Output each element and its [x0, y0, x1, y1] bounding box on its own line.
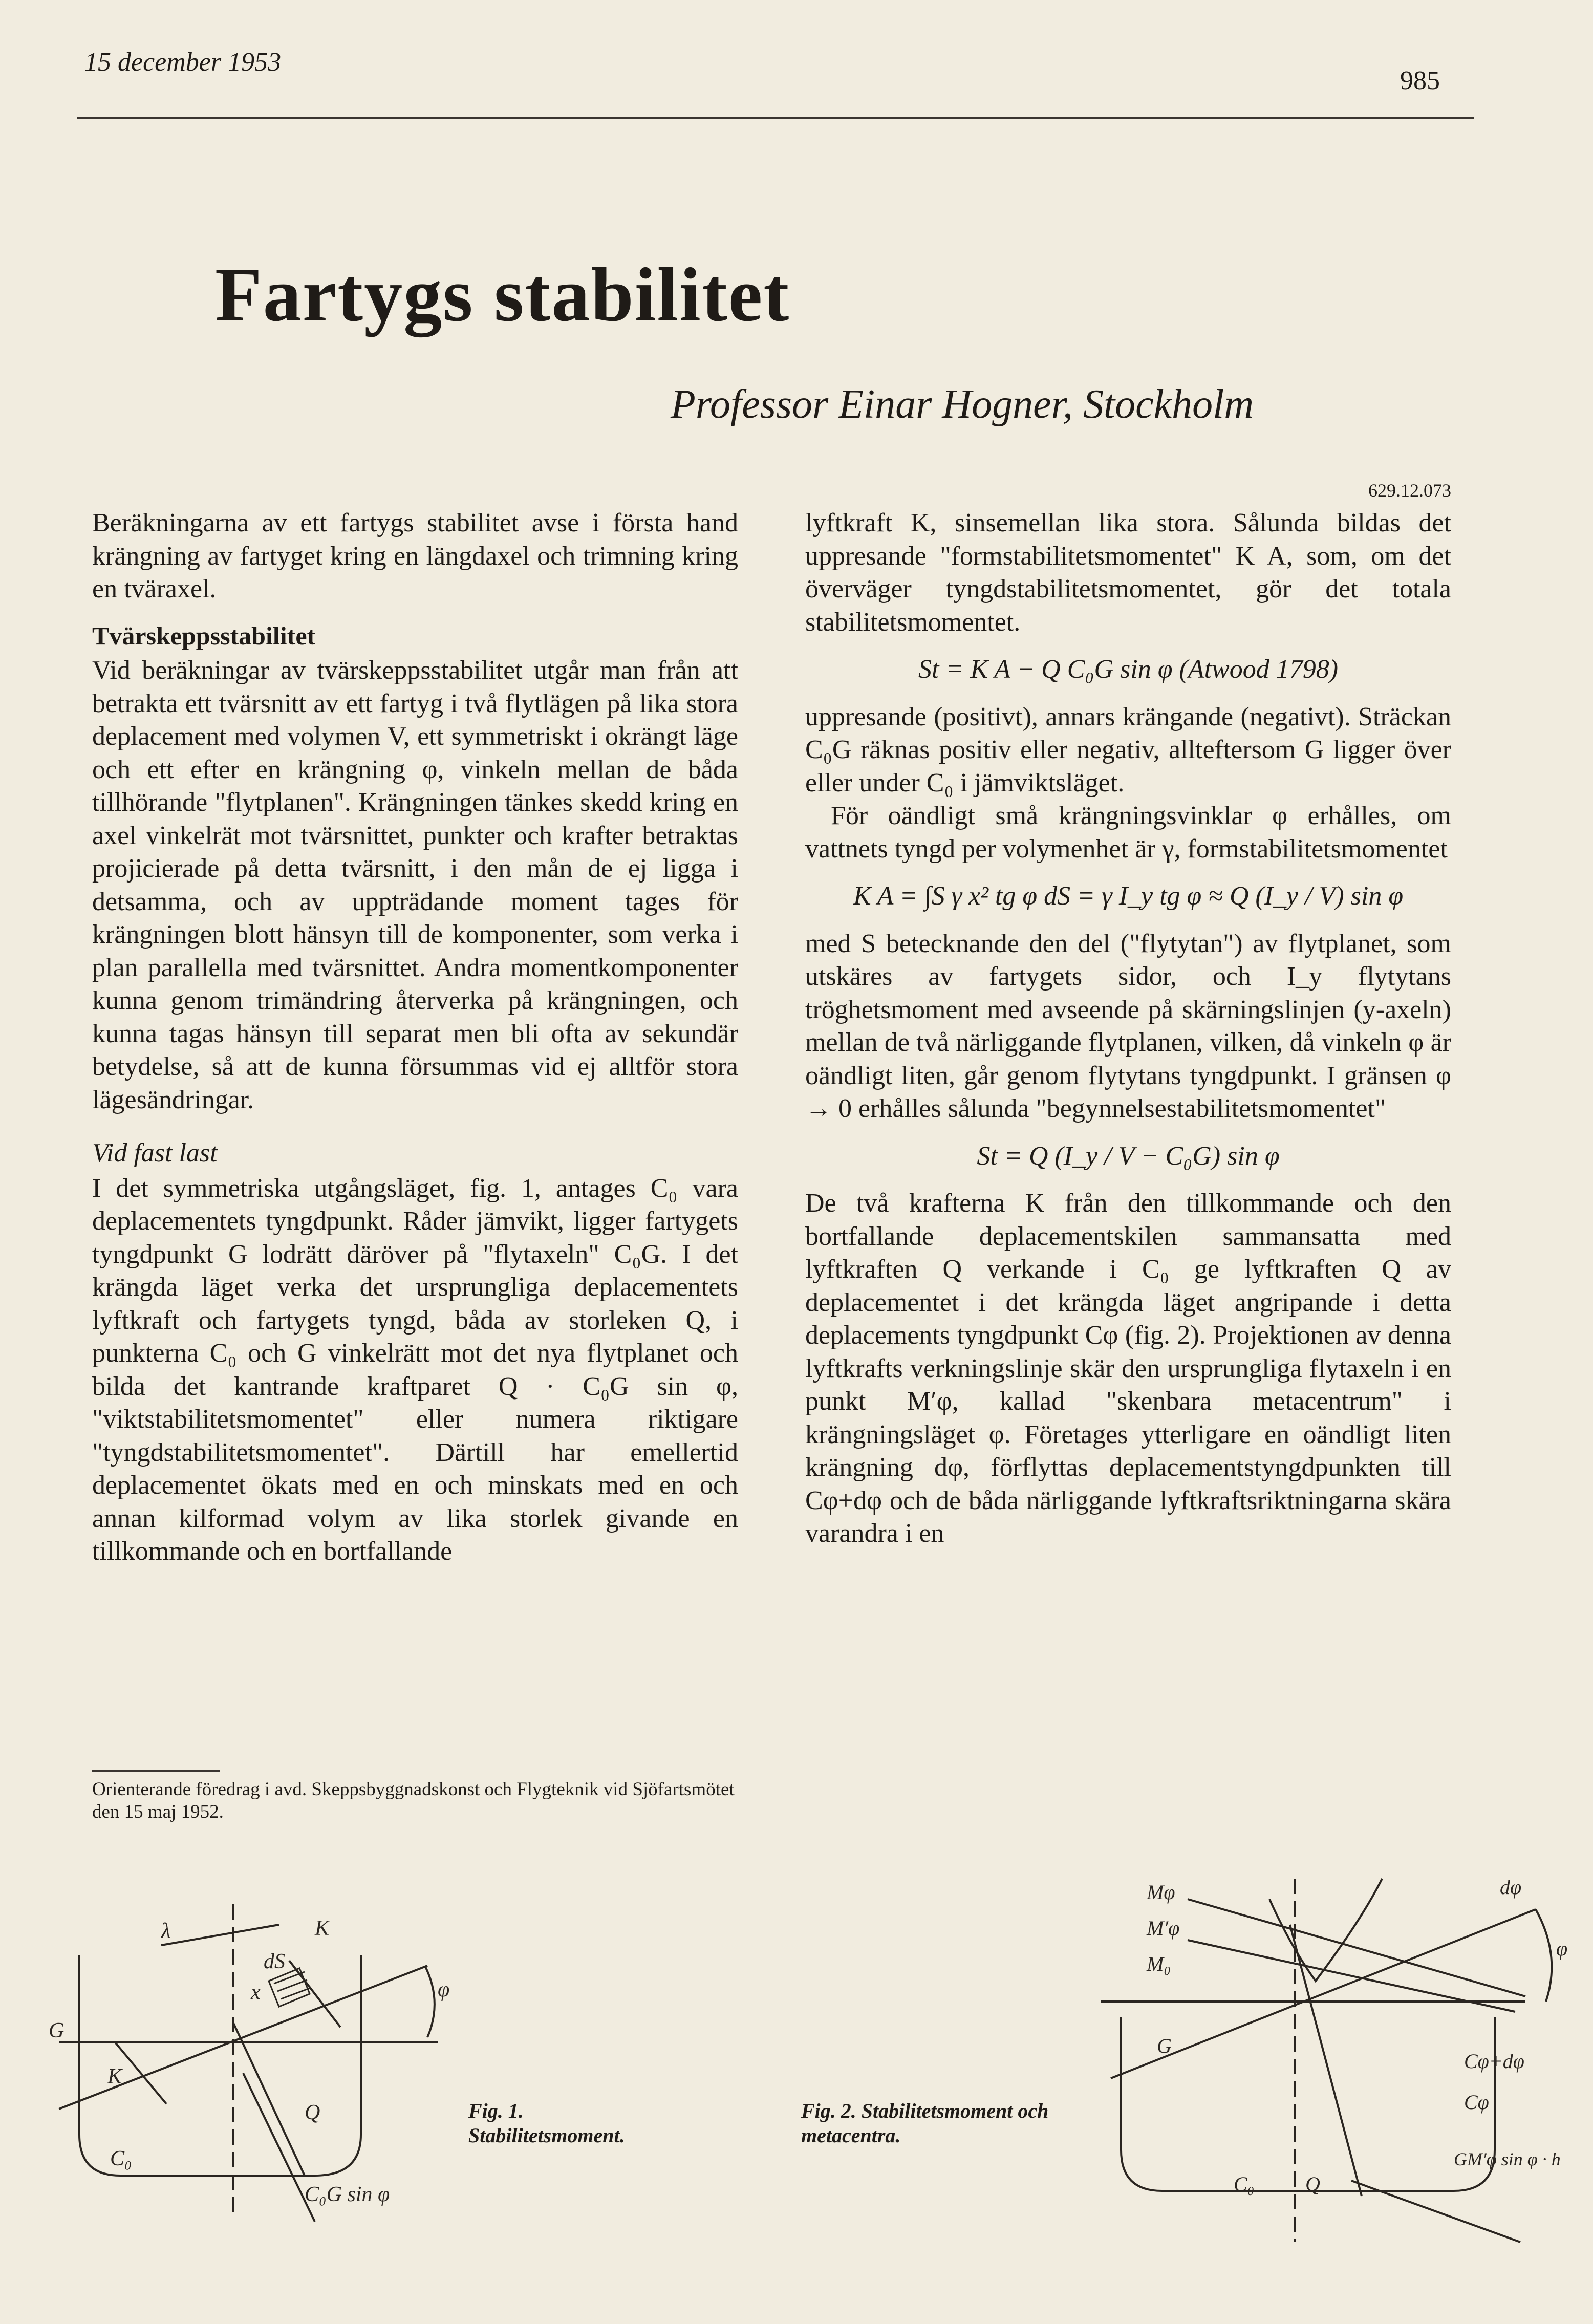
- metacentre-line-1: [1188, 1899, 1525, 1996]
- weight-line: [243, 2073, 315, 2222]
- fig1-label-dS: dS: [264, 1950, 285, 1973]
- body-paragraph: De två krafterna K från den tillkommande och den bortfallande deplacementskilen sammansatta med lyftkraften Q verkande i C₀ ge lyftkraften Q av deplacementet i det krängda läget angripande i detta deplacements tyngdpunkt Cφ (fig. 2). Projektionen av denna lyftkrafts verkningslinje skär den ursprungliga flytaxeln i en punkt M′φ, kallad "skenbara metacentrum" i krängningsläget φ. Företages ytterligare en oändligt liten krängning dφ, förflyttas deplacementstyngdpunkten till Cφ+dφ och de båda närliggande lyftkraftsriktningarna skära varandra i en: [805, 1189, 1451, 1548]
- udc-classification: 629.12.073: [1368, 480, 1451, 501]
- body-paragraph: lyftkraft K, sinsemellan lika stora. Sålunda bildas det uppresande "formstabilitetsmomentet" K A, som, om det överväger tyngdstabilitetsmomentet, gör det totala stabilitetsmomentet.: [805, 508, 1451, 637]
- fig2-label-M0: M₀: [1147, 1952, 1171, 1975]
- equation-atwood: St = K A − Q C₀G sin φ (Atwood 1798): [918, 655, 1339, 684]
- fig2-label-d-phi: dφ: [1500, 1876, 1522, 1899]
- author-byline: Professor Einar Hogner, Stockholm: [671, 382, 1254, 427]
- fig1-label-lambda: λ: [161, 1919, 171, 1943]
- fig2-label-M-phi: Mφ: [1147, 1881, 1175, 1904]
- wedge-hatch: [269, 1968, 310, 2007]
- evolute-curve: [1269, 1879, 1382, 1981]
- subsection-heading: Vid fast last: [92, 1138, 218, 1168]
- phi-arc: [425, 1966, 435, 2037]
- section-heading: Tvärskeppsstabilitet: [92, 621, 316, 650]
- footnote-rule: [92, 1770, 220, 1772]
- figure-2-caption: Fig. 2. Stabilitetsmoment och metacentra.: [801, 2099, 1049, 2147]
- fig1-label-phi: φ: [438, 1978, 450, 2002]
- fig2-label-Q: Q: [1305, 2172, 1320, 2196]
- buoyancy-line: [1290, 1925, 1362, 2196]
- body-paragraph: Vid beräkningar av tvärskeppsstabilitet utgår man från att betrakta ett tvärsnitt av ett fartyg i två flytlägen på lika stora deplacement med volymen V, ett symmetriskt i okrängt läge och ett efter en krängning φ, vinkeln mellan de båda tillhörande "flytplanen". Krängningen tänkes skedd kring en axel vinkelrät mot tvärsnittet, punkter och krafter betraktas projicierade på detta tvärsnitt, i den mån de ej ligga i detsamma, och av uppträdande moment tages för krängningen blott hänsyn till de komponenter, som verka i plan parallella med tvärsnittet. Andra momentkomponenter kunna genom trimändring återverka på krängningen, och kunna tagas hänsyn till separat men bli ofta av sekundär betydelse, så att de kunna försummas vid ej alltför stora lägesändringar.: [92, 656, 738, 1114]
- fig1-label-K-upper: K: [315, 1917, 330, 1940]
- buoyancy-line: [233, 2022, 305, 2176]
- figure-1-diagram: [49, 1889, 494, 2227]
- intro-paragraph: Beräkningarna av ett fartygs stabilitet avse i första hand krängning av fartyget kring en längdaxel och trimning kring en tväraxel.: [92, 508, 738, 604]
- fig2-label-C0: C₀: [1234, 2172, 1255, 2196]
- left-column: [92, 507, 738, 1568]
- equation-initial-stability: St = Q (I_y / V − C₀G) sin φ: [977, 1141, 1280, 1171]
- fig1-label-C0: C₀: [110, 2147, 132, 2170]
- running-header-date: 15 december 1953: [84, 48, 282, 77]
- equation-form-stability: K A = ∫S γ x² tg φ dS = γ I_y tg φ ≈ Q (I_y / V) sin φ: [853, 881, 1404, 911]
- page-number: 985: [1400, 66, 1440, 95]
- fig2-label-G: G: [1157, 2034, 1172, 2057]
- right-column: [805, 480, 1451, 1551]
- fig2-label-GM-arm: GM′φ sin φ · h: [1454, 2149, 1561, 2169]
- fig1-label-K-lower: K: [107, 2065, 122, 2089]
- body-paragraph: För oändligt små krängningsvinklar φ erhålles, om vattnets tyngd per volymenhet är γ, formstabilitetsmomentet: [805, 801, 1451, 864]
- fig2-label-phi: φ: [1556, 1937, 1568, 1960]
- body-paragraph: med S betecknande den del ("flytytan") av flytplanet, som utskäres av fartygets sidor, och I_y flytytans tröghetsmoment med avseende på skärningslinjen (y-axeln) mellan de två närliggande flytplanen, vilken, då vinkeln φ är oändligt liten, går genom flytytans tyngdpunkt. I gränsen φ → 0 erhålles sålunda "begynnelsestabilitetsmomentet": [805, 929, 1451, 1123]
- body-paragraph: uppresande (positivt), annars krängande (negativt). Sträckan C₀G räknas positiv eller negativ, allteftersom G ligger över eller under C₀ i jämviktsläget.: [805, 702, 1451, 798]
- lambda-line: [161, 1925, 279, 1945]
- fig1-label-Q: Q: [305, 2101, 320, 2124]
- article-title: Fartygs stabilitet: [215, 252, 790, 337]
- fig1-label-x: x: [251, 1981, 261, 2004]
- fig1-label-G: G: [49, 2019, 64, 2042]
- figure-1-caption: Fig. 1. Stabilitetsmoment.: [468, 2099, 625, 2147]
- header-rule: [77, 117, 1474, 119]
- phi-arc: [1536, 1909, 1552, 2002]
- hull-outline: [1121, 2017, 1495, 2191]
- fig2-label-M-prime-phi: M′φ: [1147, 1917, 1180, 1940]
- fig2-label-C-phi-dphi: Cφ+dφ: [1464, 2050, 1524, 2073]
- fig1-label-arm: C₀G sin φ: [305, 2183, 390, 2206]
- force-K-lower: [115, 2042, 166, 2104]
- figure-2-diagram: [1075, 1863, 1587, 2252]
- fig2-label-C-phi: Cφ: [1464, 2091, 1489, 2114]
- footnote: Orienterande föredrag i avd. Skeppsbyggnadskonst och Flygteknik vid Sjöfartsmötet den 15 maj 1952.: [92, 1779, 735, 1822]
- body-paragraph: I det symmetriska utgångsläget, fig. 1, antages C₀ vara deplacementets tyngdpunkt. Råder jämvikt, ligger fartygets tyngdpunkt G lodrätt däröver på "flytaxeln" C₀G. I det krängda läget verka det ursprungliga deplacementets lyftkraft och fartygets tyngd, båda av storleken Q, i punkterna C₀ och G vinkelrätt mot det nya flytplanet och bilda det kantrande kraftparet Q · C₀G sin φ, "viktstabilitetsmomentet" eller numera riktigare "tyngdstabilitetsmomentet". Därtill har emellertid deplacementet ökats med en och minskats med en och annan kilformad volym av lika storlek givande en tillkommande och en bortfallande: [92, 1173, 738, 1566]
